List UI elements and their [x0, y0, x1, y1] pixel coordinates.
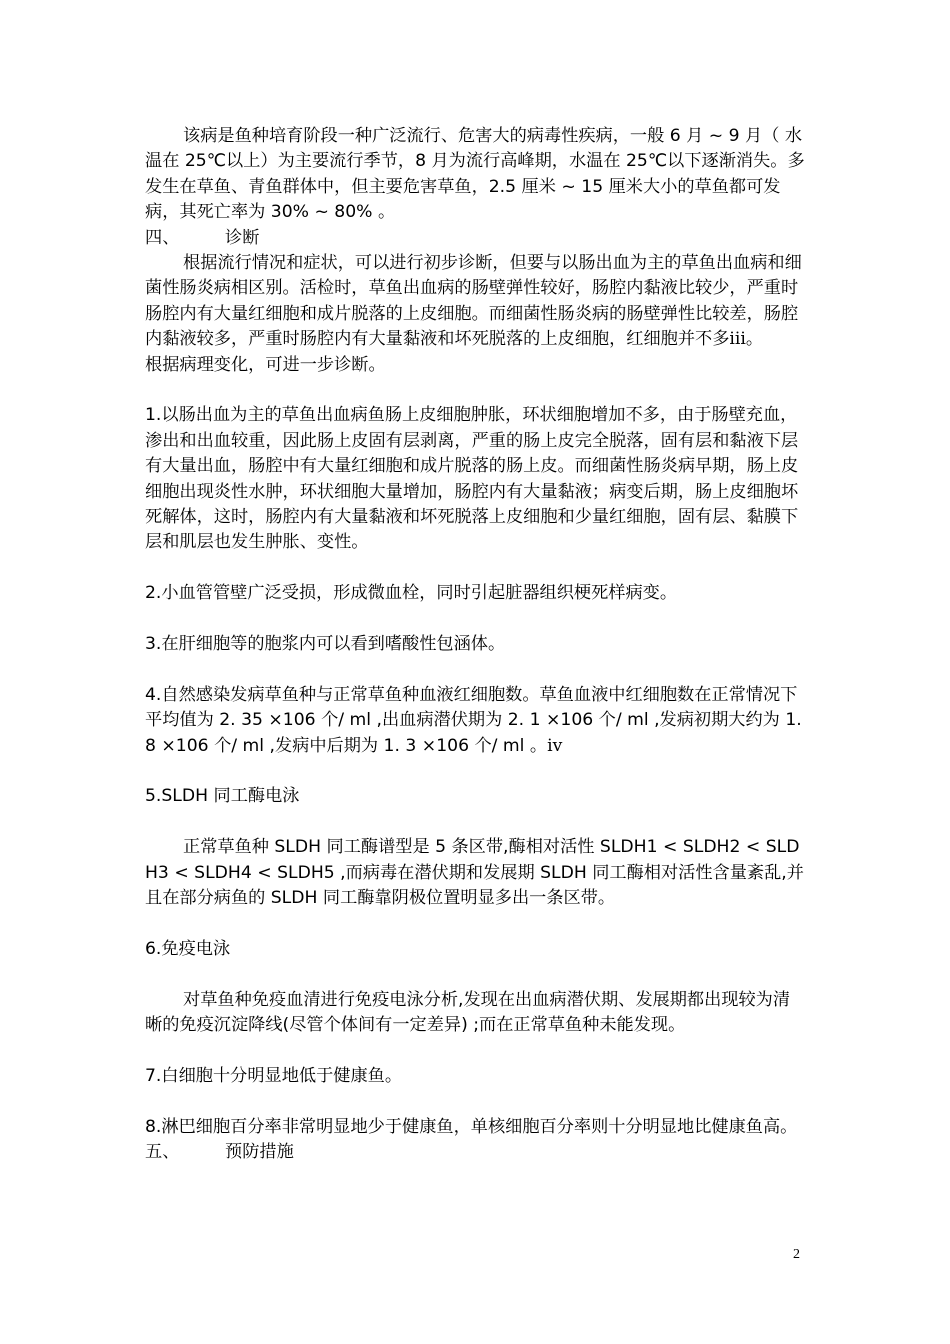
- list-item-4: [145, 683, 807, 759]
- footnote-marker: iv: [547, 735, 563, 756]
- footnote-marker: iii: [729, 329, 746, 350]
- section-number: 四、: [145, 227, 180, 248]
- paragraph-text: 根据流行情况和症状，可以进行初步诊断，但要与以肠出血为主的草鱼出血病和细菌性肠炎病相区别。活检时，草鱼出血病的肠壁弹性较好，肠腔内黏液比较少，严重时肠腔内有大量红细胞和成片脱落的上皮细胞。而细菌性肠炎病的肠壁弹性比较差，肠腔内黏液较多，严重时肠腔内有大量黏液和坏死脱落的上皮细胞，红细胞并不多: [145, 253, 802, 350]
- paragraph-end: 。: [745, 329, 764, 350]
- document-body: [145, 124, 807, 1166]
- section-heading-diagnosis: [145, 226, 807, 251]
- list-item-6-body: 对草鱼种免疫血清进行免疫电泳分析,发现在出血病潜伏期、发展期都出现较为清晰的免疫沉淀降线(尽管个体间有一定差异) ;而在正常草鱼种未能发现。: [145, 989, 791, 1036]
- paragraph-epidemiology: 该病是鱼种培育阶段一种广泛流行、危害大的病毒性疾病，一般 6 月 ~ 9 月（ 水温在 25℃以上）为主要流行季节，8 月为流行高峰期，水温在 25℃以下逐渐消失。多发生在草鱼、青鱼群体中，但主要危害草鱼，2.5 厘米 ~ 15 厘米大小的草鱼都可发病，其死亡率为 30% ~ 80% 。: [145, 126, 805, 223]
- page-number: 2: [793, 1247, 800, 1262]
- list-item-5-body: 正常草鱼种 SLDH 同工酶谱型是 5 条区带,酶相对活性 SLDH1 < SLDH2 < SLDH3 < SLDH4 < SLDH5 ,而病毒在潜伏期和发展期 SLDH 同工酶相对活性含量紊乱,并且在部分病鱼的 SLDH 同工酶靠阴极位置明显多出一条区带。: [145, 837, 804, 909]
- list-item-1: 1.以肠出血为主的草鱼出血病鱼肠上皮细胞肿胀，环状细胞增加不多，由于肠壁充血，渗出和出血较重，因此肠上皮固有层剥离，严重的肠上皮完全脱落，固有层和黏液下层有大量出血，肠腔中有大量红细胞和成片脱落的肠上皮。而细菌性肠炎病早期，肠上皮细胞出现炎性水肿，环状细胞大量增加，肠腔内有大量黏液；病变后期，肠上皮细胞坏死解体，这时，肠腔内有大量黏液和坏死脱落上皮细胞和少量红细胞，固有层、黏膜下层和肌层也发生肿胀、变性。: [145, 405, 799, 553]
- section-title: 诊断: [225, 227, 260, 248]
- list-item-2: 2.小血管管壁广泛受损，形成微血栓，同时引起脏器组织梗死样病变。: [145, 583, 678, 604]
- section-heading-prevention: [145, 1140, 807, 1165]
- list-item-3: 3.在肝细胞等的胞浆内可以看到嗜酸性包涵体。: [145, 634, 506, 655]
- section-number: 五、: [145, 1142, 180, 1163]
- paragraph-pathology-intro: 根据病理变化，可进一步诊断。: [145, 354, 386, 375]
- section-title: 预防措施: [225, 1142, 294, 1163]
- list-item-8: 8.淋巴细胞百分率非常明显地少于健康鱼，单核细胞百分率则十分明显地比健康鱼高。: [145, 1116, 798, 1137]
- list-item-text: 4.自然感染发病草鱼种与正常草鱼种血液红细胞数。草鱼血液中红细胞数在正常情况下平均值为 2. 35 ×106 个/ ml ,出血病潜伏期为 2. 1 ×106 个/ ml ,发病初期大约为 1. 8 ×106 个/ ml ,发病中后期为 1. 3 ×106 个/ ml 。: [145, 684, 802, 756]
- list-item-5-title: 5.SLDH 同工酶电泳: [145, 786, 300, 807]
- list-item-6-title: 6.免疫电泳: [145, 938, 231, 959]
- paragraph-initial-diagnosis: [145, 251, 807, 353]
- list-item-7: 7.白细胞十分明显地低于健康鱼。: [145, 1065, 403, 1086]
